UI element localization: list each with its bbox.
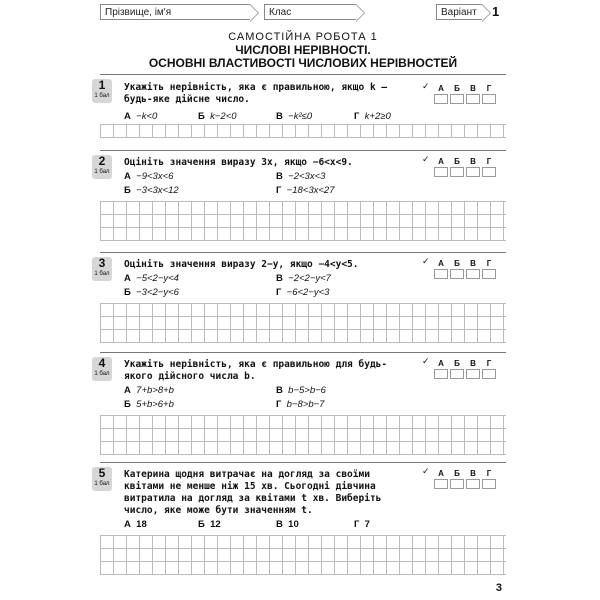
answer-box [422,256,502,281]
task-text: Укажіть нерівність, яка є правильною, якщо k — будь-яке дійсне число. [124,82,388,105]
option-a: А −5<2−y<4 [124,273,179,284]
work-grid[interactable] [100,535,506,575]
work-grid[interactable] [100,415,506,455]
answer-letter: А [438,157,444,166]
option-c: В 10 [276,519,299,530]
answer-letter: Г [486,84,492,93]
variant-number: 1 [492,4,500,19]
answer-cell[interactable] [482,369,496,379]
answer-letter: Г [486,469,492,478]
answer-cell[interactable] [450,167,464,177]
option-c: В −2<2−y<7 [276,273,331,284]
option-b: Б k−2<0 [198,111,237,122]
answer-letter: А [438,359,444,368]
surname-label: Прізвище, ім'я [105,7,172,18]
answer-cell[interactable] [482,269,496,279]
header-bar [100,2,506,22]
option-b: Б −3<2−y<6 [124,287,179,298]
option-b: Б 5+b>6+b [124,399,174,410]
check-mark-icon: ✓ [422,356,430,366]
option-b: Б 12 [198,519,221,530]
task-points: 1 бал [94,93,110,99]
option-d: Г 7 [354,519,370,530]
answer-letter: В [470,259,476,268]
option-b: Б −3<3x<12 [124,185,179,196]
task-number-badge: 3 1 бал [92,257,112,281]
answer-letter: В [470,469,476,478]
answer-cell[interactable] [482,94,496,104]
task-number: 1 [98,78,106,92]
work-grid[interactable] [100,124,506,138]
task-number-badge: 2 1 бал [92,155,112,179]
check-mark-icon: ✓ [422,466,430,476]
task-number-badge [92,79,112,103]
answer-letter: А [438,259,444,268]
answer-cell[interactable] [466,479,480,489]
task-text: Оцініть значення виразу 3x, якщо −6<x<9. [124,157,353,168]
answer-cell[interactable] [450,369,464,379]
task-4 [94,352,506,461]
answer-cell[interactable] [466,269,480,279]
answer-letter: А [438,84,444,93]
task-5 [94,462,506,581]
answer-letter: В [470,84,476,93]
class-label: Клас [269,7,292,18]
answer-box [422,154,502,179]
answer-letter: Б [454,469,460,478]
answer-letter: В [470,157,476,166]
answer-cell[interactable] [434,479,448,489]
answer-letter: Г [486,259,492,268]
answer-box [422,81,502,106]
task-2 [94,150,506,251]
answer-letter: Б [454,359,460,368]
check-mark-icon: ✓ [422,81,430,91]
answer-letter: А [438,469,444,478]
surname-field[interactable] [100,4,250,20]
answer-cell[interactable] [450,94,464,104]
option-d: Г b−8>b−7 [276,399,325,410]
answer-cell[interactable] [450,479,464,489]
answer-letter: Б [454,259,460,268]
class-field[interactable] [264,4,356,20]
check-mark-icon: ✓ [422,154,430,164]
option-c: В −k²≤0 [276,111,313,122]
topic-title-line2: ОСНОВНІ ВЛАСТИВОСТІ ЧИСЛОВИХ НЕРІВНОСТЕЙ [148,56,458,70]
worksheet-page [94,0,506,600]
variant-field [436,4,482,20]
variant-label: Варіант [441,7,477,18]
answer-cell[interactable] [482,479,496,489]
option-a: А −k<0 [124,111,158,122]
work-title: САМОСТІЙНА РОБОТА 1 [228,31,378,43]
task-number-badge: 4 1 бал [92,357,112,381]
answer-cell[interactable] [466,167,480,177]
option-c: В −2<3x<3 [276,171,326,182]
answer-cell[interactable] [466,369,480,379]
task-3 [94,252,506,351]
option-a: А 18 [124,519,147,530]
answer-letter: Б [454,157,460,166]
answer-cell[interactable] [466,94,480,104]
answer-letter: Г [486,359,492,368]
page-number: 3 [495,582,502,594]
answer-cell[interactable] [434,94,448,104]
task-number-badge: 5 1 бал [92,467,112,491]
option-a: А 7+b>8+b [124,385,174,396]
answer-box [422,466,502,491]
answer-letter: Г [486,157,492,166]
option-c: В b−5>b−6 [276,385,326,396]
work-grid[interactable] [100,303,506,343]
answer-box [422,356,502,381]
task-text: Оцініть значення виразу 2−y, якщо −4<y<5. [124,259,359,270]
task-1 [94,74,506,147]
option-d: Г k+2≥0 [354,111,391,122]
task-text: Катерина щодня витрачає на догляд за своїми квітами не менше ніж 15 хв. Сьогодні дівчина витратила на догляд за квітами t хв. Виберіть число, яке може бути значенням t. [124,469,382,516]
answer-cell[interactable] [450,269,464,279]
topic-title-line1: ЧИСЛОВІ НЕРІВНОСТІ. [235,43,371,57]
option-d: Г −18<3x<27 [276,185,335,196]
answer-cell[interactable] [434,167,448,177]
work-grid[interactable] [100,201,506,241]
option-a: А −9<3x<6 [124,171,174,182]
check-mark-icon: ✓ [422,256,430,266]
answer-cell[interactable] [434,269,448,279]
answer-cell[interactable] [482,167,496,177]
answer-letter: В [470,359,476,368]
task-text: Укажіть нерівність, яка є правильною для будь-якого дійсного числа b. [124,359,388,382]
option-d: Г −6<2−y<3 [276,287,330,298]
answer-cell[interactable] [434,369,448,379]
answer-letter: Б [454,84,460,93]
